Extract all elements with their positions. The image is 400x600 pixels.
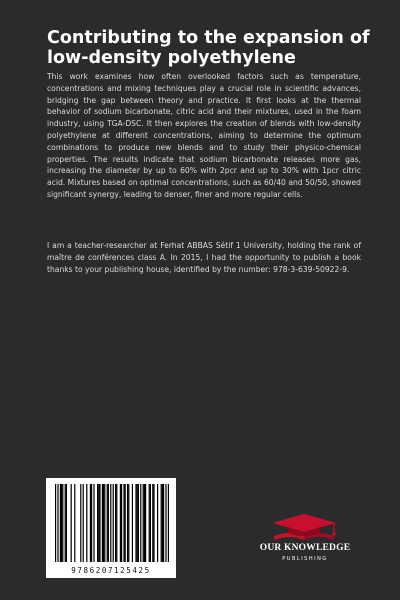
barcode-bar [137, 484, 138, 562]
barcode-bar [80, 484, 81, 562]
barcode-bar [93, 484, 94, 562]
barcode-bar [143, 484, 144, 562]
barcode-bar [152, 484, 153, 562]
barcode-bars [46, 478, 176, 564]
barcode-bar [113, 484, 114, 562]
barcode-bar [150, 484, 151, 562]
barcode-bar [123, 484, 124, 562]
publisher-logo [250, 512, 360, 572]
barcode-bar [125, 484, 126, 562]
author-bio: I am a teacher-researcher at Ferhat ABBAS Sétif 1 University, holding the rank of maître de conférences class A. In 2015, I had the opportunity to publish a book thanks to your publishing house, identified by the number: 978-3-639-50922-9. [47, 241, 361, 274]
graduation-cap-book-icon [266, 512, 344, 542]
barcode-bar [60, 484, 61, 562]
barcode-bar [66, 484, 67, 562]
barcode-bar [149, 484, 150, 562]
barcode-bar [132, 484, 133, 562]
barcode-bar [157, 484, 158, 562]
barcode-bar [103, 484, 104, 562]
barcode-bar [61, 484, 62, 562]
publisher-name: OUR KNOWLEDGE [259, 543, 351, 553]
barcode-bar [104, 484, 105, 562]
barcode-bar [115, 484, 116, 562]
barcode-bar [144, 484, 145, 562]
barcode-bar [163, 484, 164, 562]
barcode-bar [168, 484, 169, 562]
barcode-bar [121, 484, 122, 562]
barcode-digits: 9786207125425 [71, 566, 151, 575]
barcode-bar [110, 484, 111, 562]
barcode-bar [138, 484, 139, 562]
barcode-bar [62, 484, 63, 562]
barcode-bar [91, 484, 92, 562]
barcode-bar [55, 484, 56, 562]
barcode-bar [71, 484, 72, 562]
barcode-bar [102, 484, 103, 562]
barcode-bar [145, 484, 146, 562]
barcode-bar [135, 484, 136, 562]
barcode-bar [108, 484, 109, 562]
barcode-bar [116, 484, 117, 562]
barcode-bar [127, 484, 128, 562]
barcode-bar [161, 484, 162, 562]
barcode-bar [83, 484, 84, 562]
barcode-bar [99, 484, 100, 562]
barcode-bar [128, 484, 129, 562]
barcode-bar [98, 484, 99, 562]
barcode-bar [107, 484, 108, 562]
barcode-bar [165, 484, 166, 562]
barcode-bar [90, 484, 91, 562]
barcode-bar [120, 484, 121, 562]
barcode-bar [97, 484, 98, 562]
book-abstract: This work examines how often overlooked factors such as temperature, concentrations and mixing techniques play a crucial role in scientific advances, bridging the gap between theory and practice. It first looks at the thermal behavior of sodium bicarbonate, citric acid and their mixtures, used in the foam industry, using TGA-DSC. It then explores the creation of blends with low-density polyethylene at different concentrations, aiming to determine the optimum combinations to produce new blends and to study their physico-chemical properties. The results indicate that sodium bicarbonate releases more gas, increasing the diameter by up to 60% with 2pcr and up to 30% with 1pcr citric acid. Mixtures based on optimal concentrations, such as 60/40 and 50/50, showed significant synergy, leading to denser, finer and more regular cells. [47, 72, 361, 199]
barcode-bar [140, 484, 141, 562]
barcode-bar [153, 484, 154, 562]
barcode-bar [57, 484, 58, 562]
book-title: Contributing to the expansion of low-density polyethylene [47, 28, 370, 68]
barcode-bar [74, 484, 75, 562]
isbn-barcode [46, 478, 176, 578]
barcode-bar [65, 484, 66, 562]
publisher-subtitle: PUBLISHING [282, 556, 328, 562]
barcode-bar [162, 484, 163, 562]
barcode-bar [86, 484, 87, 562]
